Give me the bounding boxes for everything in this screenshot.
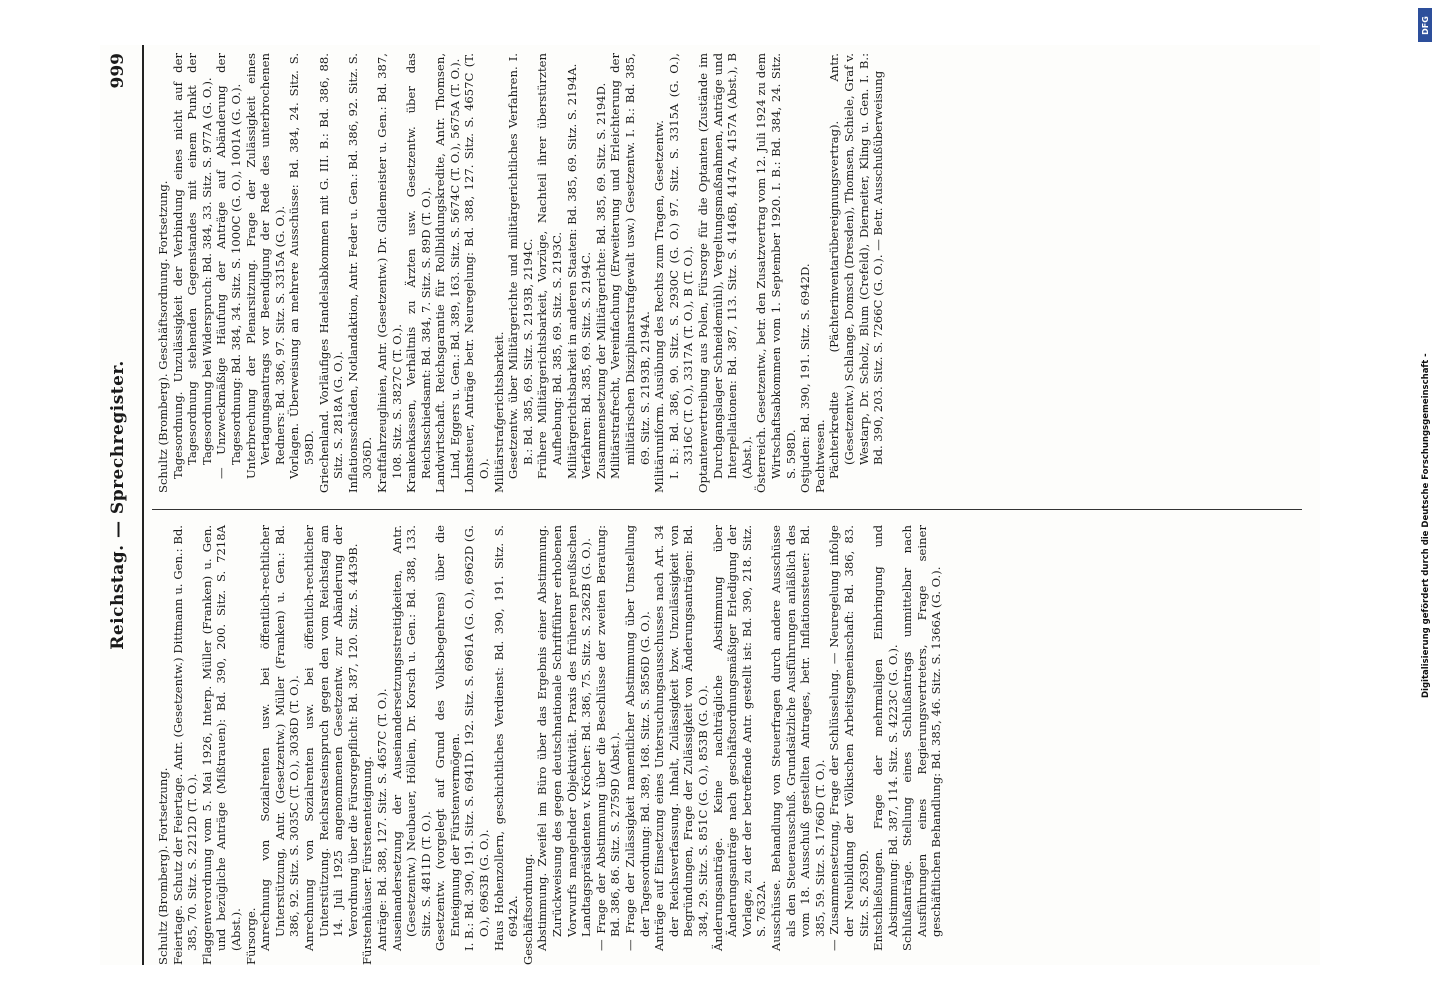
index-entry: — Zusammensetzung, Frage der Schlüsselung. — Neuregelung infolge der Neubildung der Völkischen Arbeitsgemeinschaft: Bd. 386, 83. Sitz. S. 2639D.	[827, 525, 871, 951]
index-entry: Pächterkredite (Pächterinventarübereignungsvertrag). Antr. (Gesetzentw.) Schlange, Domsch (Dresden), Thomsen, Schiele, Graf v. Westarp, Dr. Scholz, Blum (Crefeld), Dierneiter, Kling u. Gen. I. B.: Bd. 390, 203. Sitz. S. 7266C (G. O.). — Betr. Ausschußüberweisung	[827, 53, 886, 479]
index-entry: Schlußanträge. Stellung eines Schlußantrags unmittelbar nach Ausführungen eines Regierungsvertreters, Frage seiner geschäftlichen Behandlung: Bd. 385, 46. Sitz. S. 1366A (G. O.).	[900, 525, 944, 951]
right-entry-list	[171, 53, 886, 493]
index-entry: Optantenvertreibung aus Polen, Fürsorge für die Optanten (Zustände im Durchgangslager Schneidemühl), Vergeltungsmaßnahmen, Anträge und Interpellationen: Bd. 387, 113. Sitz. S. 4146B, 4147A, 4157A (Abst.), B (Abst.).	[695, 53, 754, 493]
index-entry: Kraftfahrzeuglinien, Antr. (Gesetzentw.) Dr. Gildemeister u. Gen.: Bd. 387, 108. Sitz. S. 3827C (T. O.).	[374, 53, 404, 493]
column-divider	[152, 509, 1302, 510]
index-entry: Griechenland. Vorläufiges Handelsabkommen mit G. III. B.: Bd. 386, 88. Sitz. S. 2818A (G. O.).	[316, 53, 346, 493]
index-entry: — Frage der Zulässigkeit namentlicher Abstimmung über Umstellung der Tagesordnung: Bd. 389, 168. Sitz. S. 5856D (G. O.).	[623, 525, 652, 951]
index-entry: Vorlagen. Überweisung an mehrere Ausschüsse: Bd. 384, 24. Sitz. S. 598D.	[287, 53, 316, 479]
index-entry: Pachtwesen.	[812, 419, 827, 493]
index-entry: Anträge auf Einsetzung eines Untersuchungsausschusses nach Art. 34 der Reichsverfassung. Inhalt, Zulässigkeit bzw. Unzulässigkeit von Begründungen, Frage der Zulässigkeit von Änderungsanträgen: Bd. 384, 29. Sitz. S. 851C (G. O.), 853B (G. O.).	[652, 525, 710, 951]
index-entry: Verfahren: Bd. 385, 69. Sitz. S. 2194C.	[579, 251, 594, 479]
index-entry: Militärgerichtsbarkeit in anderen Staaten: Bd. 385, 69. Sitz. S. 2194A.	[564, 63, 579, 479]
index-entry: Österreich. Gesetzentw., betr. den Zusatzvertrag vom 12. Juli 1924 zu dem Wirtschaftsabkommen vom 1. September 1920. I. B.: Bd. 384, 24. Sitz. S. 598D.	[754, 53, 798, 493]
header-rule	[142, 45, 144, 965]
page-number: 999	[108, 53, 128, 89]
index-entry: Auseinandersetzung der Auseinandersetzungsstreitigkeiten, Antr. (Gesetzentw.) Neubauer, Höllein, Dr. Korsch u. Gen.: Bd. 388, 133. Sitz. S. 4811D (T. O.).	[389, 525, 433, 951]
index-entry: Ausschüsse. Behandlung von Steuerfragen durch andere Ausschüsse als den Steuerausschuß. Grundsätzliche Ausführungen anläßlich des vom 18. Ausschuß gestellten Antrages, betr. Inflationssteuer: Bd. 385, 59. Sitz. S. 1766D (T. O.).	[768, 525, 827, 951]
left-entry-list	[171, 525, 944, 965]
index-entry: Anträge: Bd. 388, 127. Sitz. S. 4657C (T. O.).	[374, 688, 389, 951]
left-column-head: Schultz (Bromberg). Fortsetzung.	[156, 767, 170, 965]
index-entry: I. B.: Bd. 390, 191. Sitz. S. 6941D. 192. Sitz. S. 6961A (G. O.), 6962D (G. O.), 6963B (G. O.).	[462, 525, 492, 951]
index-entry: Inflationsschäden, Notlandaktion, Antr. Feder u. Gen.: Bd. 386, 92. Sitz. S. 3036D.	[345, 53, 375, 493]
index-entry: Militäruniform. Ausübung des Rechts zum Tragen, Gesetzentw.	[652, 120, 667, 493]
right-column	[156, 53, 886, 493]
running-title: Reichstag. — Sprechregister.	[108, 360, 128, 650]
index-entry: Lohnsteuer, Anträge betr. Neuregelung: Bd. 388, 127. Sitz. S. 4657C (T. O.).	[462, 53, 492, 493]
index-entry: Militärstrafrecht, Vereinfachung (Erweiterung und Erleichterung der militärischen Disziplinarstrafgewalt usw.) Gesetzentw. I. B.: Bd. 385, 69. Sitz. S. 2193B, 2194A.	[608, 53, 652, 479]
index-entry: Anrechnung von Sozialrenten usw. bei öffentlich-rechtlicher Unterstützung, Antr. (Gesetzentw.) Müller (Franken) u. Gen.: Bd. 386, 92. Sitz. S. 3035C (T. O.), 3036D (T. O.).	[258, 525, 302, 951]
index-entry: Feiertage. Schutz der Feiertage. Antr. (Gesetzentw.) Dittmann u. Gen.: Bd. 385, 70. Sitz. S. 2212D (T. O.).	[170, 525, 200, 965]
index-entry: I. B.: Bd. 386, 90. Sitz. S. 2930C (G. O.) 97. Sitz. S. 3315A (G. O.), 3316C (T. O.), 3317A (T. O.), B (T. O.).	[666, 53, 696, 479]
index-entry: Fürstenhäuser. Fürstenenteignung.	[360, 756, 375, 965]
left-column	[156, 525, 944, 965]
index-entry: Flaggenverordnung vom 5. Mai 1926, Interp. Müller (Franken) u. Gen. und bezügliche Anträge (Mißtrauen): Bd. 390, 200. Sitz. S. 7218A (Abst.).	[199, 525, 243, 965]
index-entry: Ostjuden: Bd. 390, 191. Sitz. S. 6942D.	[798, 263, 813, 493]
index-entry: — Frage der Abstimmung über die Beschlüsse der zweiten Beratung: Bd. 386, 86. Sitz. S. 2759D (Abst.).	[593, 525, 623, 951]
index-entry: Tagesordnung. Unzulässigkeit der Verbindung eines nicht auf der Tagesordnung stehenden Gegenstandes mit einem Punkt der Tagesordnung bei Widerspruch: Bd. 384, 33. Sitz. S. 977A (G. O.).	[170, 53, 214, 479]
index-entry: Krankenkassen, Verhältnis zu Ärzten usw. Gesetzentw. über das Reichsschiedsamt: Bd. 384, 7. Sitz. S. 89D (T. O.).	[404, 53, 433, 493]
index-entry: Landwirtschaft. Reichsgarantie für Rollbildungskredite, Antr. Thomsen, Lind, Eggers u. Gen.: Bd. 389, 163. Sitz. S. 5674C (T. O.), 5675A (T. O.).	[433, 53, 462, 493]
index-entry: Abstimmung. Zweifel im Büro über das Ergebnis einer Abstimmung. Zurückweisung des gegen deutschnationale Schriftführer erhobenen Vorwurfs mangelnder Objektivität. Praxis des früheren preußischen Landtagspräsidenten v. Kröcher: Bd. 386, 75. Sitz. S. 2362B (G. O.).	[535, 525, 594, 951]
index-entry: Änderungsanträge. Keine nachträgliche Abstimmung über Änderungsanträge nach geschäftsordnungsmäßiger Erledigung der Vorlage, zu der der betreffende Antr. gestellt ist: Bd. 390, 218. Sitz. S. 7632A.	[710, 525, 769, 951]
index-entry: Haus Hohenzollern, geschichtliches Verdienst: Bd. 390, 191. Sitz. S. 6942A.	[491, 525, 521, 951]
page-header	[100, 45, 140, 965]
index-entry: Entschließungen. Frage der mehrmaligen Einbringung und Abstimmung: Bd. 387, 114. Sitz. S. 4223C (G. O.).	[871, 525, 900, 951]
digitization-note: Digitalisierung gefördert durch die Deutsche Forschungsgemeinschaft -	[1421, 353, 1431, 698]
index-entry: Zusammensetzung der Militärgerichte: Bd. 385, 69. Sitz. S. 2194D.	[593, 82, 608, 479]
dfg-logo-text: DFG	[1420, 15, 1430, 35]
index-entry: Anrechnung von Sozialrenten usw. bei öffentlich-rechtlicher Unterstützung. Reichsratseinspruch gegen den vom Reichstag am 14. Juli 1925 angenommenen Gesetzentw. zur Abänderung der Verordnung über die Fürsorgepflicht: Bd. 387, 120. Sitz. S. 4439B.	[301, 525, 360, 951]
index-entry: — Unzweckmäßige Häufung der Anträge auf Abänderung der Tagesordnung: Bd. 384, 34. Sitz. S. 1000C (G. O.), 1001A (G. O.).	[214, 53, 243, 479]
index-entry: Militärstrafgerichtsbarkeit.	[491, 331, 506, 493]
scanned-page	[100, 45, 1320, 965]
index-entry: Fürsorge.	[243, 907, 258, 965]
index-entry: Gesetzentw. über Militärgerichte und militärgerichtliches Verfahren. I. B.: Bd. 385, 69. Sitz. S. 2193B, 2194C.	[506, 53, 535, 479]
index-entry: Gesetzentw. (vorgelegt auf Grund des Volksbegehrens) über die Enteignung der Fürstenvermögen.	[433, 525, 462, 951]
dfg-logo	[1418, 8, 1432, 42]
index-entry: Frühere Militärgerichtsbarkeit, Vorzüge, Nachteil ihrer überstürzten Aufhebung: Bd. 385, 69. Sitz. S. 2193C.	[535, 53, 565, 479]
right-column-head: Schultz (Bromberg). Geschäftsordnung. Fortsetzung.	[156, 180, 170, 493]
index-entry: Geschäftsordnung.	[520, 853, 535, 965]
index-entry: Unterbrechung der Plenarsitzung. Frage der Zulässigkeit eines Vertagungsantrags vor Beendigung der Rede des unterbrochenen Redners: Bd. 386, 97. Sitz. S. 3315A (G. O.).	[243, 53, 287, 479]
